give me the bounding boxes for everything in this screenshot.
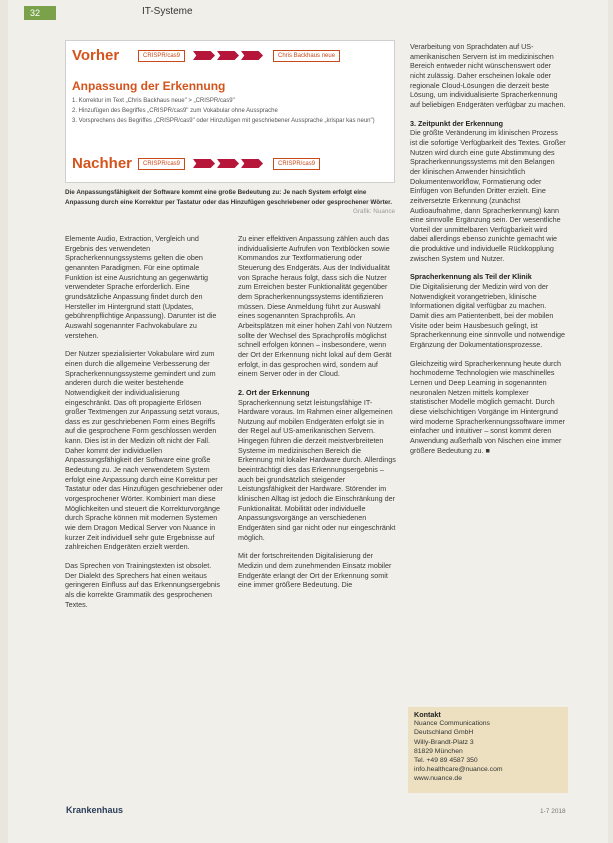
caption-text: Die Anpassungsfähigkeit der Software kommt eine große Bedeutung zu: Je nach System erfolgt eine Anpassung durch eine Korrektur per Tastatur oder das Hinzufügen geschriebener oder gesprochener Wörter.	[65, 189, 393, 206]
contact-line: 81829 München	[414, 747, 463, 755]
arrow-icon	[217, 159, 239, 168]
paragraph: Verarbeitung von Sprachdaten auf US-amerikanischen Servern ist im medizinischen Bereich entweder nicht wünschenswert oder nicht zulässig. Daher erscheinen lokale oder regionale Cloud-Lösungen die derzeit beste Lösung, um individualisierte Spracherkennung auf beliebigen Endgeräten verfügbar zu machen.	[410, 42, 566, 109]
figure-row-vorher	[72, 47, 340, 64]
paragraph: Spracherkennung setzt leistungsfähige IT-Hardware voraus. Im Rahmen einer allgemeinen Nutzung auf mobilen Endgeräten erfolgt sie in der Regel auf US-amerikanischen Servern. Hingegen führen die derzeit meistverbreiteten Systeme im medizinischen Bereich die Erkennung mit lokaler Hardware durch. Allerdings beeinträchtigt dies das Erkennungsergebnis – auch bei grundsätzlich steigender Leistungsfähigkeit der Hardware. Störender im klinischen Alltag ist jedoch die Einschränkung der Funktionalität. Mobilität oder individuelle Anpassungsvorgänge an verschiedenen Endgeräten sind gar nicht oder nur eingeschränkt möglich.	[238, 397, 396, 542]
figure-step: 3. Vorsprechens des Begriffes „CRISPR/cas9" oder Hinzufügen mit geschriebener Aussprache „krispar kas neun")	[72, 118, 375, 124]
figure-caption	[65, 188, 395, 217]
paragraph: Elemente Audio, Extraction, Vergleich und Ergebnis des verwendeten Spracherkennungssystems gelten die oben genannten Paradigmen. Für eine optimale Funktion ist eine Ausrichtung an gegenwärtig verwendeter Sprache erforderlich. Eine grundsätzliche Anpassung findet durch den Hersteller im Hintergrund statt (Updates, gebührenpflichtige Anpassung). Darunter ist die Auswahl sogenannter Fachvokabulare zu verstehen.	[65, 234, 217, 340]
figure-step: 1. Korrektur im Text „Chris Backhaus neue" > „CRISPR/cas9"	[72, 98, 235, 104]
issue-label: 1-7 2018	[540, 808, 566, 815]
column-1	[65, 234, 223, 618]
paragraph: Das Sprechen von Trainingstexten ist obsolet. Der Dialekt des Sprechers hat einen weitaus geringeren Einfluss auf das Erkennungsergebnis als die korrekte Grammatik des gesprochenen Textes.	[65, 561, 221, 609]
paragraph: Die Digitalisierung der Medizin wird von der Notwendigkeit vorangetrieben, klinische Informationen digital verfügbar zu machen. Damit dies am Patientenbett, bei der mobilen Visite oder beim Hausbesuch gelingt, ist Spracherkennung eine sinnvolle und notwendige Ergänzung der Dokumentationsprozesse.	[410, 282, 566, 350]
paragraph: Die größte Veränderung im klinischen Prozess ist die sofortige Verfügbarkeit des Textes. Großer Nutzen wird durch eine gute Abstimmung des Spracherkennungssystems mit den Belangen der klinischen Anwender hinsichtlich Dokumentenworkflow, Formatierung oder Einfügen von Befunden Dritter erzielt. Eine zeitversetzte Erkennung (zunächst Audioaufnahme, dann Spracherkennung) kann eine sinnvolle Ergänzung sein. Der wesentliche Vorteil der unmittelbaren Verfügbarkeit wird dabei allerdings ebenso zunichte gemacht wie die produktive und individuelle Rückkopplung zwischen System und Nutzer.	[410, 128, 566, 263]
figure-nachher-output: CRISPR/cas9	[273, 158, 320, 170]
figure-row-nachher	[72, 155, 320, 172]
column-3	[410, 42, 566, 464]
contact-box	[408, 707, 568, 793]
section-title: IT-Systeme	[142, 6, 193, 17]
figure-speech-adaptation	[65, 40, 395, 183]
figure-nachher-input: CRISPR/cas9	[138, 158, 185, 170]
subheading: Spracherkennung als Teil der Klinik	[410, 272, 532, 282]
figure-vorher-output: Chris Backhaus neue	[273, 50, 340, 62]
contact-line: Deutschland GmbH	[414, 729, 474, 737]
figure-vorher-input: CRISPR/cas9	[138, 50, 185, 62]
contact-website: www.nuance.de	[414, 775, 462, 783]
paragraph: Mit der fortschreitenden Digitalisierung der Medizin und dem zunehmenden Einsatz mobiler Endgeräte erlangt der Ort der Erkennung somit eine immer größere Bedeutung. Die	[238, 551, 392, 590]
arrow-icon	[193, 159, 215, 168]
contact-email: info.healthcare@nuance.com	[414, 766, 503, 774]
column-2	[238, 234, 396, 599]
arrow-icon	[193, 51, 215, 60]
figure-step: 2. Hinzufügen des Begriffes „CRISPR/cas9" zum Vokabular ohne Aussprache	[72, 108, 278, 114]
contact-title: Kontakt	[414, 710, 441, 719]
figure-arrows	[193, 159, 265, 168]
paragraph: Zu einer effektiven Anpassung zählen auch das individualisierte Aufrufen von Textblöcken sowie Kommandos zur Textformatierung oder Steuerung des Endgeräts. Aus der Individualität von Sprache heraus folgt, dass sich die Nutzer zum Erreichen bester Funktionalität gegenüber dem Spracherkennungssystems identifizieren müssen. Diese Anmeldung führt zur Auswahl eines sogenannten Sprachprofils. An Arbeitsplätzen mit einer hohen Zahl von Nutzern sollte der Wechsel des Sprachprofils möglichst schnell erfolgen können – insbesondere, wenn der Ort der Erkennung nicht lokal auf dem Gerät erfolgt, in das gesprochen wird, sondern auf einem Server oder in der Cloud.	[238, 234, 392, 379]
figure-annotation-title: Anpassung der Erkennung	[72, 79, 226, 93]
paragraph: Gleichzeitig wird Spracherkennung heute durch hochmoderne Technologien wie maschinelles Lernen und Deep Learning in sogenannten neuronalen Netzen mittels komplexer statistischer Modelle möglich gemacht. Durch diese vielschichtigen Vorgänge im Hintergrund wird moderne Spracherkennungssoftware immer einfacher und intuitiver – sonst kommt deren Anwendung außerhalb von Nischen eine immer größere Bedeutung zu. ■	[410, 358, 565, 455]
magazine-logo: Krankenhaus	[66, 805, 124, 815]
caption-credit: Grafik: Nuance	[353, 208, 395, 215]
figure-nachher-label: Nachher	[72, 155, 133, 172]
arrow-icon	[241, 159, 263, 168]
contact-line: Willy-Brandt-Platz 3	[414, 738, 474, 746]
page-number: 32	[24, 6, 56, 20]
contact-line: Nuance Communications	[414, 720, 490, 728]
figure-vorher-label: Vorher	[72, 47, 120, 64]
figure-arrows	[193, 51, 265, 60]
figure-steps	[72, 97, 375, 127]
arrow-icon	[241, 51, 263, 60]
arrow-icon	[217, 51, 239, 60]
subheading: 3. Zeitpunkt der Erkennung	[410, 118, 504, 128]
paragraph: Der Nutzer spezialisierter Vokabulare wird zum einen durch die allgemeine Verbesserung der Spracherkennungssysteme gemindert und zum anderen durch die weiter bestehende Notwendigkeit der individualisierung eingeschränkt. Das oft propagierte Erlösen großer Textmengen zur Anpassung setzt voraus, dass es zur geschriebenen Form eines Begriffs auf die gesprochene Form geschlossen werden kann. Dies ist in der Medizin oft nicht der Fall. Daher kommt der individuellen Anpassungsfähigkeit der Software eine große Bedeutung zu. Je nach verwendetem System erfolgt eine Anpassung durch eine Korrektur per Tastatur oder das Hinzufügen geschriebener oder vorgesprochener Wörter. Kombiniert man diese Möglichkeiten und steuert die Korrekturvorgänge durch Sprache können mit modernen Systemen wie dem Dragon Medical Server von Nuance in kurzer Zeit individuell sehr gute Ergebnisse auf zahlreichen Endgeräten erzielt werden.	[65, 349, 223, 552]
subheading: 2. Ort der Erkennung	[238, 387, 310, 397]
contact-line: Tel. +49 89 4587 350	[414, 757, 478, 765]
